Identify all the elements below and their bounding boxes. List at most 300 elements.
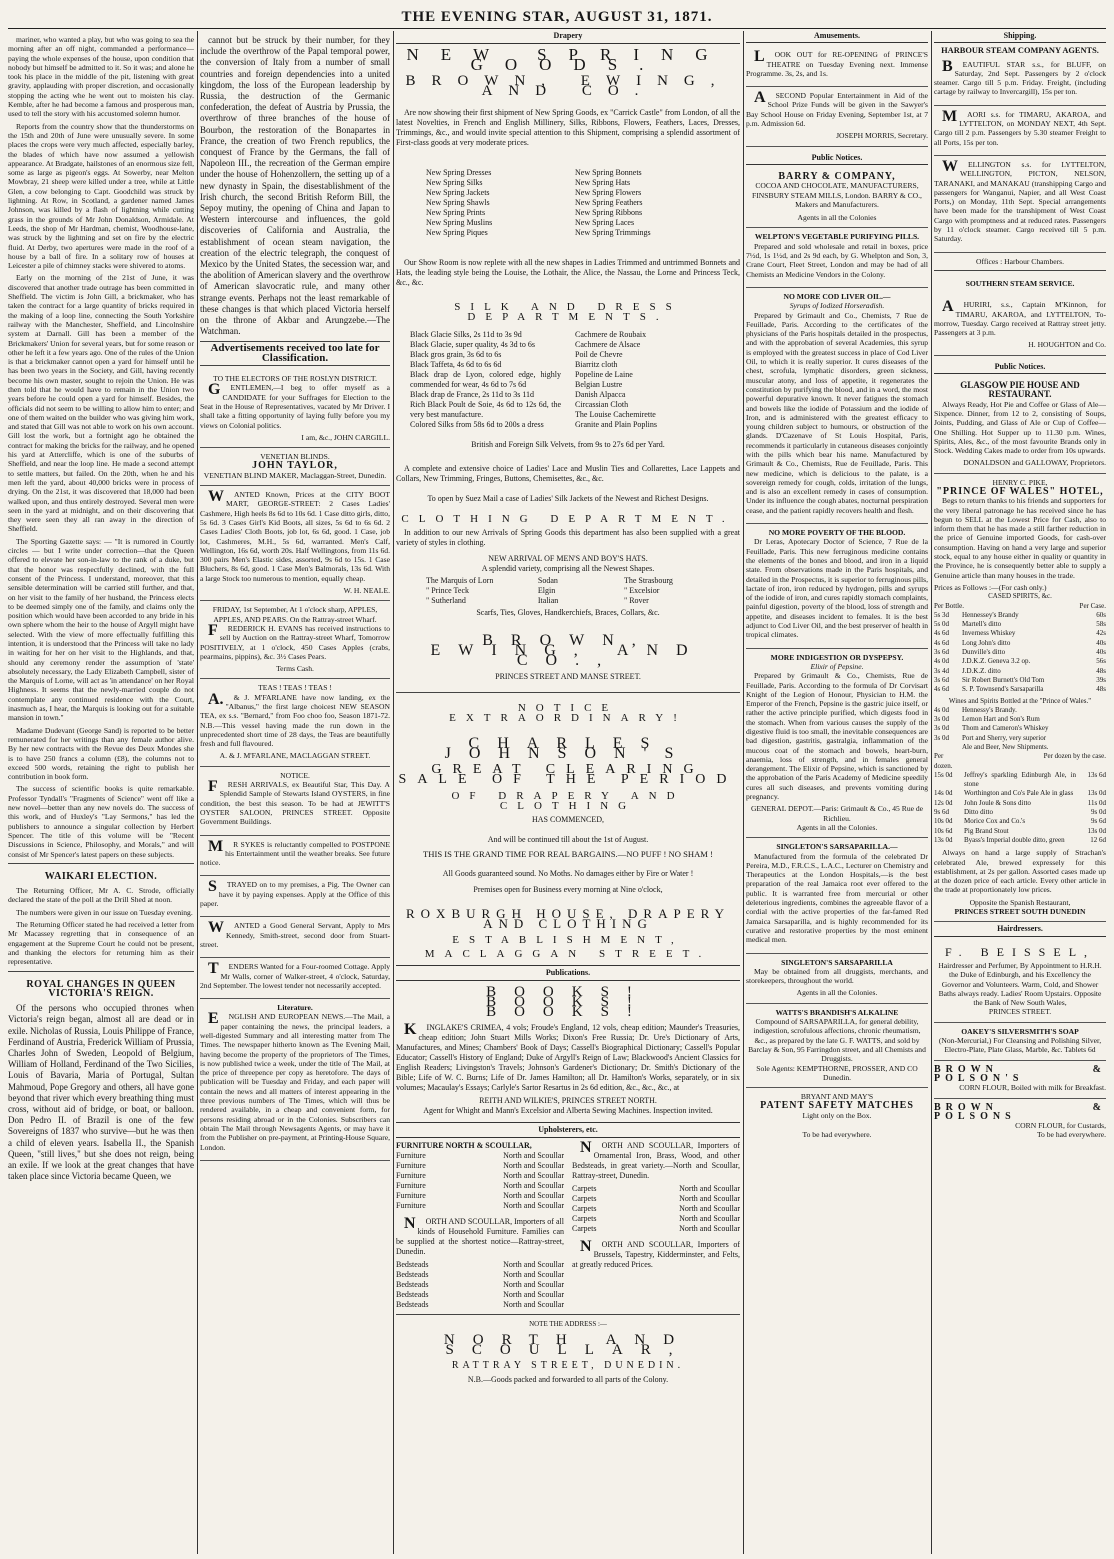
list-item: Rich Black Poult de Soie, 4s 6d to 12s 6d, the very best manufacture.: [410, 400, 561, 419]
advertisement: [200, 448, 390, 486]
table-cell: Ale and Beer, New Shipments.: [962, 743, 1049, 751]
ad-title: HARBOUR STEAM COMPANY AGENTS.: [941, 46, 1099, 56]
table-cell: 58s: [1096, 620, 1106, 629]
advertisement: [746, 46, 928, 87]
ad-address: PRINCES STREET SOUTH DUNEDIN: [954, 907, 1086, 917]
table-cell: 3s 0d: [934, 724, 949, 733]
ad-body: BEAUTIFUL STAR s.s., for BLUFF, on Saturday, 2nd Sept. Passengers by 2 o'clock steamer. Cargo till 5 p.m. Friday. Freight, (including cartage by railway to Invercargill), 15s per ton.: [934, 57, 1106, 97]
section-heading: Amusements.: [746, 29, 928, 43]
list-item: Furniture North and Scoullar: [396, 1171, 564, 1180]
section-heading: Publications.: [396, 965, 740, 981]
table-row: [934, 836, 1106, 845]
ad-title: GLASGOW PIE HOUSE AND RESTAURANT.: [960, 380, 1080, 400]
ad-line: NOTE THE ADDRESS :—: [529, 1320, 607, 1328]
section-heading: Upholsterers, etc.: [396, 1122, 740, 1138]
table-row: [934, 667, 1106, 676]
article-paragraph: Of the persons who occupied thrones when Victoria's reign began, almost all are dead or in exile. Nicholas of Russia, Louis Philippe of France, Ferdinand of Austria, Frederick William of Prussia, Charles John of Sweden, Leopold of Belgium, William of Holland, Ferdinand of the Two Sicilies, Louis of Bavaria, Maria of Portugal, Sultan Mahmoud, Pope Gregory and others, all have gone beyond that river which every breathing thing must cross, without aid of bridge, or boat, or balloon. Don Pedro II. of Brazil is one of the few Sovereigns of 1837 who survive—but he was then a child of eleven years. Isabella II., the Spanish Queen, "still lives," but she does not reign, being an exile. If we look at the great changes that have taken place since Victoria became Queen, we: [8, 1003, 194, 1182]
ad-title: CHARLES JOHNSON'S: [444, 735, 692, 762]
list-item: The Louise Cachemirette: [575, 410, 656, 419]
list-item: New Spring Laces: [575, 218, 635, 227]
table-cell: 56s: [1096, 657, 1106, 666]
table-cell: 13s 0d: [1087, 789, 1106, 798]
table-row: [934, 706, 1106, 715]
table-row: [934, 808, 1106, 817]
ad-signature: H. HOUGHTON and Co.: [1028, 340, 1106, 350]
ad-body: MR SYKES is reluctantly compelled to POSTPONE his Entertainment until the weather breaks. See future notice.: [200, 837, 390, 868]
ad-line: Agents in all the Colonies: [797, 213, 877, 223]
table-cell: 48s: [1096, 685, 1106, 694]
table-cell: 13s 6d: [1087, 770, 1106, 779]
advertisement: [200, 370, 390, 448]
ad-signature: DONALDSON and GALLOWAY, Proprietors.: [963, 458, 1106, 468]
column-4: [746, 29, 928, 1554]
table-cell: Hennessy's Brandy.: [962, 705, 1017, 714]
section-heading: Public Notices.: [934, 360, 1106, 374]
ad-line: N.B.—Goods packed and forwarded to all parts of the Colony.: [467, 1375, 669, 1384]
column-2: [200, 29, 390, 1554]
table-row: [934, 771, 1106, 790]
ad-title: BOOKS! BOOKS! BOOKS!: [486, 984, 650, 1020]
table-cell: The Marquis of Lorn: [426, 576, 494, 585]
table-cell: Dunville's ditto: [962, 648, 1006, 657]
ad-body: Begs to return thanks to his friends and supporters for the very liberal patronage he has received since he has begun to SELL at the Lowest Price for Cash, also to inform them that he has made a still farther reduction in the price of Genuine imported Goods, for cash-over consumption. Having on hand a very large and superior stock, equal to any house either in quality or quantity in the Province, he is consequently better able to supply a Genuine article than many houses in the trade.: [934, 496, 1106, 580]
list-item: Cachmere de Roubaix: [575, 330, 647, 339]
table-row: [934, 639, 1106, 648]
ad-body: KINGLAKE'S CRIMEA, 4 vols; Froude's England, 12 vols, cheap edition; Maunder's Treasuries, cheap edition; John Stuart Mills Works; Dixon's Free Russia; Dr. Ure's Dictionary of Arts, Manufactures, and Mines; Chambers' Book of Days; Cassell's Biographical Dictionary; Cassell's Popular Educator; Cassell's History of England; Duke of Argyll's Reign of Law; Blackwood's Ancient Classics for English Readers; Livingston's Travels; Johnson's Gardener's Dictionary; Dr. Smith's Dictionary of the Bible; Life of W. C. Burns; Life of Dr. James Hamilton; all Dr. Hamilton's Works, separately, or in six volumes; Macaulay's Essays; Carlyle's Sartor Resartus in 2s 6d edition, &c., &c., &c., at: [396, 1021, 740, 1092]
advertisement: [934, 377, 1106, 474]
list-item: Cachmere de Alsace: [575, 340, 641, 349]
table-row: [934, 743, 1106, 752]
ad-subtitle: OF DRAPERY AND CLOTHING: [451, 790, 685, 812]
advertisement: [200, 917, 390, 958]
article-heading: WAIKARI ELECTION.: [44, 870, 158, 882]
ad-signature: W. H. NEALE.: [343, 586, 390, 596]
spirits-table: [934, 611, 1106, 695]
table-cell: Martell's ditto: [962, 620, 1002, 629]
advertisement: [746, 288, 928, 524]
ad-line: GENERAL DEPOT.—Paris: Grimault & Co., 45 Rue de Richlieu.: [750, 804, 924, 823]
list-item: New Spring Flowers: [575, 188, 642, 197]
table-cell: 13s 0d: [1087, 826, 1106, 835]
ad-title: BRYANT AND MAY'S: [800, 1092, 874, 1102]
columns: [8, 29, 1106, 1554]
table-cell: Jeffrey's sparkling Edinburgh Ale, in stone: [964, 770, 1076, 789]
article-paragraph: Madame Dudevant (George Sand) is reported to be better remunerated for her writings than any female author alive. By her new contracts with the Revue des Deux Mondes she is to have 250 francs a column (£8), the columns not to exceed 500 words, retaining the right to publish her contribution in book form.: [8, 725, 194, 782]
ad-line: To be had everywhere.: [1036, 1130, 1106, 1140]
table-cell: Pig Brand Stout: [964, 826, 1009, 835]
list-item: Black Taffeta, 4s 6d to 6s 6d: [410, 360, 502, 369]
ad-title: NOTICE EXTRAORDINARY!: [449, 702, 687, 724]
list-item: Colored Silks from 58s 6d to 200s a dress: [410, 420, 544, 429]
advertisement: [200, 601, 390, 679]
table-cell: Thom and Cameron's Whiskey: [962, 724, 1049, 733]
ad-line: THIS IS THE GRAND TIME FOR REAL BARGAINS.—NO PUFF ! NO SHAM !: [423, 849, 713, 859]
ad-body: ENGLISH AND EUROPEAN NEWS.—The Mail, a paper containing the news, the principal leaders, a well-digested Summary and all interesting matter from The Times. The newspaper hitherto known as The Evening Mail, having become the property of the proprietors of The Times, is now published twice a week, under the title of The Mail, at the price of threepence per copy as heretofore. The days of publication will be Tuesday and Friday, and each paper will contain the news and all matters of interest appearing in the three previous numbers of The Times, which will thus be rendered available, in a cheap and convenient form, for persons residing abroad or in the Colonies. Subscribers can obtain The Mail through Newsagents Agents, or may have it from the Publisher on pre-payment, at Printing-House Square, London.: [200, 1010, 390, 1152]
table-cell: Ditto ditto: [964, 808, 993, 817]
ad-title: JOHN TAYLOR,: [252, 460, 338, 472]
table-cell: 3s 4d: [934, 666, 949, 675]
list-item: New Spring Muslins: [426, 218, 493, 227]
advertisement: [200, 836, 390, 877]
advertisement: [934, 296, 1106, 355]
column-rule: [743, 31, 744, 1554]
table-cell: 3s 0d: [934, 733, 949, 742]
article-paragraph: The numbers were given in our issue on Tuesday evening.: [16, 907, 193, 917]
table-cell: 11s 0d: [1087, 798, 1106, 807]
table-cell: 60s: [1096, 610, 1106, 619]
table-cell: Morice Cox and Co.'s: [964, 817, 1026, 826]
ad-title: OAKEY'S SILVERSMITH'S SOAP: [961, 1026, 1079, 1036]
ad-title: BROWN, EWING, AND CO.,: [430, 632, 706, 669]
list-item: New Spring Bonnets: [575, 168, 642, 177]
table-cell: 12s 0d: [934, 798, 953, 807]
ad-body: ASECOND Popular Entertainment in Aid of the School Prize Funds will be given in the Sawyer's Bay School House on Friday Evening, September 1st, at 7 p.m. Admission 6d.: [746, 89, 928, 129]
table-cell: 5s 3d: [934, 610, 949, 619]
advertisement: [934, 940, 1106, 1023]
ad-subtitle: Elixir of Pepsine.: [810, 661, 864, 671]
list-item: New Spring Prints: [426, 208, 486, 217]
ad-body: VENETIAN BLIND MAKER, Maclaggan-Street, Dunedin.: [203, 470, 387, 480]
ad-subtitle: MACLAGGAN STREET.: [424, 948, 712, 960]
table-cell: 40s: [1096, 648, 1106, 657]
advertisement: [200, 999, 390, 1161]
ad-body: Are now showing their first shipment of New Spring Goods, ex "Carrick Castle" from London, of all the latest Novelties, in French and English Millinery, Silks, Ribbons, Flowers, Feathers, Laces, Dresses, Trimmings, &c., and would invite special attention to this Shipment, comprising a splendid assortment of First-class goods at very moderate prices.: [396, 108, 740, 147]
ad-body: WANTED a Good General Servant, Apply to Mrs Kennedy, Smith-street, second door from Stuart-street.: [200, 919, 390, 949]
table-row: [934, 817, 1106, 826]
ad-title: WELPTON'S VEGETABLE PURIFYING PILLS.: [754, 232, 920, 242]
article-paragraph: mariner, who wanted a play, but who was going to sea the morning after an off night, commanded a performance—paying the whole expenses of the house, upon condition that nobody but himself be admitted to it. So it was; and alone he took his place in the middle of the pit, listening with great gravity, applauding with proper discretion, and occasionally stopping the acting whe he went out to moisten his clay. Kemble, after he had become a famous and prosperous man, used to tell the story with his accustomed solemn humor.: [8, 35, 194, 119]
ad-body: Manufactured from the formula of the celebrated Dr Pereira, M.D., F.R.C.S., L.A.C., Lecturer on Chemistry and Therapeutics at the London Hospitals,—is the best preparation of the real Jamaica root ever offered to the public. It is warranted free from mercurial or other deleterious ingredients, combines the agreeable flavor of a cordial with the active properties of the far-famed Red Jamaica Sarsaparilla, and is highly recommended for its curative and restorative properties by the most eminent medical men.: [746, 851, 928, 945]
list-item: New Spring Jackets: [426, 188, 490, 197]
list-item: New Spring Ribbons: [575, 208, 643, 217]
list-item: Belgian Lustre: [575, 380, 623, 389]
ad-line: Offices : Harbour Chambers.: [975, 256, 1064, 266]
list-item: Granite and Plain Poplins: [575, 420, 657, 429]
table-row: [934, 685, 1106, 694]
ad-title: BARRY & COMPANY,: [778, 170, 896, 182]
table-cell: " Prince Teck: [426, 586, 469, 595]
list-item: Bedsteads North and Scoullar: [396, 1290, 564, 1299]
table-cell: Lemon Hart and Son's Rum: [962, 715, 1040, 724]
list-item: Popeline de Laine: [575, 370, 633, 379]
ad-body: MAORI s.s. for TIMARU, AKAROA, and LYTTELTON, on MONDAY NEXT, 4th Sept. Cargo till 2 p.m. Passengers by 5.30 steamer Freight to all Ports, 15s per ton.: [934, 107, 1106, 147]
advertisement: [934, 1099, 1106, 1145]
list-item: New Spring Feathers: [575, 198, 643, 207]
ad-heading: Literature.: [277, 1003, 313, 1013]
table-row: [934, 657, 1106, 666]
column-rule: [931, 31, 932, 1554]
hats-table: [426, 576, 710, 606]
ad-title: SINGLETON'S SARSAPARILLA.—: [776, 842, 898, 852]
advertisement: [746, 228, 928, 287]
ad-title: HENRY C. PIKE,: [992, 477, 1048, 487]
ad-title: CLOTHING DEPARTMENT.: [401, 513, 735, 525]
table-row: [934, 648, 1106, 657]
column-1: [8, 29, 194, 1554]
column-rule: [393, 31, 394, 1554]
table-cell: 12 6d: [1090, 835, 1106, 844]
advertisement: [200, 958, 390, 999]
ad-body: FREDERICK H. EVANS has received instructions to sell by Auction on the Rattray-street Wharf, Tomorrow POSITIVELY, at 1 o'clock, 450 Cases Apples (crabs, pearmains, pippins), &c. 3½ Cases Pears.: [200, 621, 390, 661]
advertisement: [934, 156, 1106, 253]
list-item: Furniture North and Scoullar: [396, 1181, 564, 1190]
ad-body: Always Ready, Hot Pie and Coffee or Glass of Ale—Sixpence. Dinner, from 12 to 2, consisting of Soups, Joints, Pudding, and Glass of Ale or Cup of Coffee—One Shilling. Hot Supper up to 11.30 p.m. Wines, Spirits, Ales, &c., of the most favourite Brands only in Stock. Wedding Cakes made to order from 10s upwards.: [934, 399, 1106, 456]
table-cell: 48s: [1096, 666, 1106, 675]
ad-subtitle: ESTABLISHMENT,: [452, 934, 684, 946]
list-item: Bedsteads North and Scoullar: [396, 1260, 564, 1269]
article-paragraph: The success of scientific books is quite remarkable. Professor Tyndall's "Fragments of Science" went off like a new novel—better than any new novels do. The success of this work, and of Huxley's "Lay Sermons," has led the publishers to announce a singular collection by Herbert Spencer. The title of this volume will be "Recent Discussions in Science, Philosophy, and Morals," and will consist of Mr Spencer's latest papers on these subjects.: [8, 784, 194, 859]
ad-line: Opposite the Spanish Restaurant,: [969, 897, 1071, 907]
ad-title: NEW SPRING GOODS.: [406, 45, 730, 74]
section-heading: Drapery: [396, 29, 740, 44]
table-cell: J.D.K.Z. ditto: [962, 666, 1001, 675]
ad-body: A complete and extensive choice of Ladies' Lace and Muslin Ties and Collarettes, Lace Lappets and Collars, New Trimming, Fringes, Buttons, Chemisettes, &c., &c.: [396, 464, 740, 483]
ad-body: Dr Leras, Apotecary Doctor of Science, 7 Rue de la Feuillade, Paris. This new ferruginous medicine contains the elements of the bones and blood, and iron in a liquid state. From observations made in the Paris hospitals, and detailed in the Prospectus, it is superior to ferruginous pills, lactate of iron, iron reduced by hydrogen, pills and syrups of the iodide of iron, and cures rapidly stomach complaints, painful digestion, poverty of the blood, loss of strength and appetite, and diseases incident to females. It is the best adjunct to Cod Liver Oil, and the best preserver of health in tropical climates.: [746, 537, 928, 640]
advertisement: [934, 1023, 1106, 1061]
table-cell: 9s 6d: [934, 808, 949, 817]
ad-body: A.& J. M'FARLANE have now landing, ex the "Albanus," the first large choicest NEW SEASON TEA, ex s.s. "Bernard," from Foo choo foo, Season 1871-72. N.B.—This vessel having made the run down in the unprecedented short time of 28 days, the Teas are beautifully fresh and full flavoured.: [200, 690, 390, 749]
table-cell: Sir Robert Burnett's Old Tom: [962, 675, 1045, 684]
advertisement: [746, 649, 928, 839]
ad-body: NORTH AND SCOULLAR, Importers of all kinds of Household Furniture. Families can be supplied at the shortest notice—Rattray-street, Dunedin.: [396, 1215, 564, 1256]
ad-subtitle: NEW ARRIVAL OF MEN'S AND BOY'S HATS.: [488, 554, 648, 563]
column-rule: [197, 31, 198, 1554]
list-item: Carpets North and Scoullar: [572, 1184, 740, 1193]
article-paragraph: Early on the morning of the 21st of June, it was discovered that another trade outrage has been committed in Sheffield. The victim is John Gill, a brickmaker, who has taken the contract for a large quantity of bricks required in the making of a loop line, connecting the South Yorkshire railway with the Manchester, Sheffield, and Lincolnshire system at Darnall. Gill has been a member of the Brickmakers' Union for several years, but for some reason or other he left it a few years ago. One of the rules of the Union is that a brickmaker cannot open a yard for himself until he has been two years in the Society, and Gill, having recently become his own master, sought to rejoin the Union. He was then told that he would have to remain in the Union two years before he could open a yard for himself. Besides, the officials did not seem to be willing to allow him to enter; and one of them waited on the builder who was giving him work, and stated that Gill was not able to work on his own account. Gill lost the work, but a fortnight ago he obtained the contract for making the bricks for the railway, and he opened his yard at Attercliffe, which is one of the suburbs of Sheffield, and near the loop line. He made a second attempt to settle matters, but failed. On the 20th, when he and his men left the yard, about 40,000 bricks were in process of drying. On the 21st, it was discovered that 18,000 had been walked upon, and thus entirely destroyed. Several men were seen in the yard at midnight, and on their discovering that they were seen they all ran away in the direction of Sheffield.: [8, 273, 194, 534]
table-cell: 9s 0d: [1091, 808, 1106, 817]
ad-body: WANTED Known, Prices at the CITY BOOT MART, GEORGE-STREET: 2 Cases Ladies' Cashmere, High heels 8s 6d to 10s 6d. 1 Case ditto girls, ditto, 5s 6d. 3 Cases Girl's Kid Boots, all sizes, 5s 6d to 6s 6d. 2 Cases Ladies' Cloth Boots, job lot, 6s 6d, good. 1 Case, job lot, Cashmeres, M.H., 5s 6d, warranted. Men's Calf, Wellington, 16s 6d, worth 20s. Half Wellingtons, from 11s 6d. 300 pairs Men's Elastic sides, assorted, 9s 6d to 15s. 1 Case Bluchers, 8s 6d, good. 1 Case Men's Balmorals, 13s 6d. With a large Stock too numerous to mention, equally cheap.: [200, 488, 390, 583]
list-item: New Spring Hats: [575, 178, 631, 187]
table-cell: 14s 0d: [934, 789, 953, 798]
table-row: [934, 799, 1106, 808]
article-paragraph: The Returning Officer stated he had received a letter from Mr Macassey regretting that in consequence of an engagement at the Supreme Court he could not be present, and thanking the electors for returning him as their representative.: [8, 920, 194, 967]
table-cell: Byass's Imperial double ditto, green: [964, 835, 1065, 844]
table-cell: 4s 6d: [934, 638, 949, 647]
table-cell: 13s 0d: [934, 835, 953, 844]
list-item: Black Glacie, super quality, 4s 3d to 6s: [410, 340, 536, 349]
list-item: Black gros grain, 3s 6d to 6s: [410, 350, 502, 359]
section-heading: Hairdressers.: [934, 922, 1106, 936]
list-item: Poil de Chevre: [575, 350, 623, 359]
table-cell: Worthington and Co's Pale Ale in glass: [964, 789, 1074, 798]
advertisement: [746, 168, 928, 228]
table-header: dozen.: [934, 761, 953, 770]
section-heading: Advertisements received too late for Classification.: [200, 341, 390, 366]
ad-signature: JOSEPH MORRIS, Secretary.: [836, 131, 928, 141]
list-item: Danish Alpacca: [575, 390, 626, 399]
table-cell: " Excelsior: [623, 586, 660, 595]
list-item: New Spring Piques: [426, 228, 488, 237]
ad-line: All Goods guaranteed sound. No Moths. No damages either by Fire or Water !: [442, 869, 694, 878]
article-heading: ROYAL CHANGES IN QUEEN VICTORIA'S REIGN.: [26, 978, 176, 999]
ad-subtitle: Syrups of Iodized Horseradish.: [789, 301, 885, 311]
list-item: New Spring Dresses: [426, 168, 492, 177]
ad-body: Our Show Room is now replete with all the new shapes in Ladies Trimmed and untrimmed Bonnets and Hats, the leading style being the Louise, the Lothair, the Alice, the Nassau, the Lorne and Princess Teck, &c., &c.: [396, 258, 740, 287]
table-cell: 10s 0d: [934, 817, 953, 826]
table-cell: 39s: [1096, 675, 1106, 684]
list-item: Black drap de Lyon, colored edge, highly commended for wear, 4s 6d to 7s 6d: [410, 370, 561, 389]
table-cell: 3s 0d: [934, 715, 949, 724]
advertisement: [934, 1061, 1106, 1099]
advertisement: [746, 954, 928, 1004]
table-header: Per Per dozen by the case.: [934, 752, 1106, 761]
list-item: Furniture North and Scoullar: [396, 1151, 564, 1160]
table-cell: 3s 6d: [934, 675, 949, 684]
ad-title: BROWN, EWING, AND CO.: [405, 73, 731, 99]
list-item: Furniture North and Scoullar: [396, 1161, 564, 1170]
list-item: Carpets North and Scoullar: [572, 1224, 740, 1233]
ad-title: GREAT CLEARING SALE OF THE PERIOD: [398, 762, 738, 787]
ad-body: Prepared by Grimault & Co., Chemists, Rue de Feuillade, Paris. According to the formula of Dr Corvisart Knight of the Legion of Honour, Physician to H.M. the Emperor of the French, Pepsine is the gastric juice itself, or rather the active principle purified, which digests food in the stomach. When from various causes the supply of the digestive fluid is too small, the inevitable consequences are bad digestion, gastritis, gastralgia, inflammation of the mucous coat of the stomach and bowels, heart-burn, anaemia, loss of strength, and in females general derangement. The Elixir of Pepsine, which is sanctioned by the approbation of the Paris Academy of Medicine speedily cures all such diseases, and prevents vomiting during pregnancy.: [746, 671, 928, 802]
ad-title: PATENT SAFETY MATCHES: [760, 1100, 914, 1112]
ad-title: SOUTHERN STEAM SERVICE.: [965, 278, 1075, 288]
ad-line: British and Foreign Silk Velvets, from 9s to 27s 6d per Yard.: [471, 440, 665, 449]
table-cell: 9s 6d: [1091, 817, 1106, 826]
ad-body: FRESH ARRIVALS, ex Beautiful Star, This Day. A Splendid Sample of Stewarts Island OYSTERS, in fine condition, the best this season. To be had at JEWITT'S OYSTER SALOON, PRINCES STREET. Opposite Government Buildings.: [200, 778, 390, 827]
masthead: THE EVENING STAR, AUGUST 31, 1871.: [8, 6, 1106, 29]
ad-line: To be had everywhere.: [802, 1129, 872, 1139]
table-cell: Hennessey's Brandy: [962, 610, 1019, 619]
ad-heading: NOTICE.: [280, 770, 310, 780]
ales-table: [934, 771, 1106, 845]
table-cell: Port and Sherry, very superior: [962, 733, 1047, 742]
table-cell: S. P. Townsend's Sarsaparilla: [962, 685, 1044, 694]
ad-body: Hairdresser and Perfumer, By Appointment to H.R.H. the Duke of Edinburgh, and his Excellency the Governor and Volunteers. Warm, Cold, and Shower Baths always ready. Ladies' Room Upstairs. Opposite the Bank of New South Wales,: [938, 960, 1102, 1008]
list-item: Black drap de France, 2s 11d to 3s 11d: [410, 390, 535, 399]
upholsterers-ads: [396, 1141, 740, 1310]
ad-line: Sole Agents: KEMPTHORNE, PROSSER, AND CO Dunedin.: [756, 1063, 918, 1082]
ad-body: CORN FLOUR, Boiled with milk for Breakfast.: [959, 1083, 1106, 1093]
ad-body: AHURIRI, s.s., Captain M'Kinnon, for TIMARU, AKAROA, and LYTTELTON, To-morrow, Tuesday. Cargo received at Rattray street jetty. Passengers at 3 p.m.: [934, 298, 1106, 338]
ad-title: BROWN & POLSONS: [934, 1101, 1106, 1122]
table-cell: 5s 0d: [934, 620, 949, 629]
ad-line: Agents in all the Colonies.: [796, 988, 878, 998]
ad-heading: VENETIAN BLINDS.: [260, 452, 330, 462]
table-cell: The Strasbourg: [623, 576, 673, 585]
ad-heading: TEAS ! TEAS ! TEAS !: [258, 683, 332, 693]
list-item: New Spring Silks: [426, 178, 483, 187]
list-item: Carpets North and Scoullar: [572, 1214, 740, 1223]
ad-title: NO MORE POVERTY OF THE BLOOD.: [768, 528, 906, 538]
ad-body: May be obtained from all druggists, merchants, and storekeepers, throughout the world.: [746, 966, 928, 986]
ad-address: RATTRAY STREET, DUNEDIN.: [451, 1360, 685, 1371]
ad-line: Premises open for Business every morning at Nine o'clock,: [473, 885, 663, 894]
table-row: [934, 789, 1106, 798]
ad-address: PRINCES STREET.: [988, 1007, 1052, 1017]
list-item: Furniture North and Scoullar: [396, 1201, 564, 1210]
advertisement: [746, 838, 928, 953]
ad-body: NORTH AND SCOULLAR, Importers of Ornamental Iron, Brass, Wood, and other Bedsteads, in great variety.—North and Scoullar, Rattray-street, Dunedin.: [572, 1139, 740, 1180]
ad-signature: I am, &c., JOHN CARGILL.: [301, 432, 390, 442]
list-item: Biarritz cloth: [575, 360, 618, 369]
list-item: New Spring Trimmings: [575, 228, 651, 237]
ad-signature: A. & J. M'FARLANE, MACLAGGAN STREET.: [219, 751, 371, 761]
column-3: [396, 29, 740, 1554]
ad-line: Agent for Whight and Mann's Excelsior and Alberta Sewing Machines. Inspection invited.: [423, 1106, 713, 1115]
section-heading: Shipping.: [934, 29, 1106, 43]
ad-address: PRINCES STREET AND MANSE STREET.: [495, 672, 641, 681]
advertisement: [934, 56, 1106, 106]
ad-body: NORTH AND SCOULLAR, Importers of Brussels, Tapestry, Kidderminster, and Felts, at greatly reduced Prices.: [572, 1238, 740, 1269]
list-item: Carpets North and Scoullar: [572, 1204, 740, 1213]
ad-title: F. BEISSEL,: [944, 944, 1096, 959]
advertisement: [746, 1088, 928, 1144]
table-header: Per Bottle. Per Case.: [934, 601, 1106, 610]
table-row: [934, 724, 1106, 733]
ad-body: Always on hand a large supply of Strachan's celebrated Ale, brewed expressely for this establishment, at 2s per gallon. Assorted cases made up at the dozen price of each article. Every other article in the trade at proportionately low prices.: [934, 848, 1106, 895]
ad-body: (Non-Mercurial,) For Cleansing and Polishing Silver, Electro-Plate, Plate Glass, Marble, &c. Tablets 6d: [938, 1036, 1102, 1055]
ad-line: Scarfs, Ties, Gloves, Handkerchiefs, Braces, Collars, &c.: [476, 608, 660, 617]
column-5: [934, 29, 1106, 1554]
ad-line: A splendid variety, comprising all the Newest Shapes.: [481, 564, 655, 573]
advertisement: [746, 524, 928, 649]
table-cell: 15s 0d: [934, 770, 953, 779]
advertisement: [746, 87, 928, 146]
ad-line: Light only on the Box.: [802, 1110, 872, 1120]
list-item: New Spring Shawls: [426, 198, 490, 207]
advertisement: [200, 679, 390, 766]
ad-line: HAS COMMENCED,: [531, 815, 604, 824]
ad-body: STRAYED on to my premises, a Pig. The Owner can have it by paying expenses. Apply at the Office of this paper.: [200, 878, 390, 909]
table-cell: 42s: [1096, 629, 1106, 638]
table-cell: 4s 6d: [934, 685, 949, 694]
ad-signature: Terms Cash.: [276, 664, 314, 674]
table-cell: 4s 0d: [934, 657, 949, 666]
ad-body: CORN FLOUR, for Custards,: [1015, 1121, 1106, 1131]
ad-body: WELLINGTON s.s. for LYTTELTON, WELLINGTON, PICTON, NELSON, TARANAKI, and MANAKAU (transhipping Cargo and passengers for Wanganui, Napier, and all West Coast Ports,) on Monday, 11th Sept. Special arrangements have been made for the transhipment of West Coast Cargo with promptness and at reduced rates. Passengers by 11 o'clock steamer. Cargo received till 5 p.m. Saturday.: [934, 157, 1106, 244]
ad-title: "PRINCE OF WALES" HOTEL,: [936, 485, 1104, 497]
ad-signature: REITH AND WILKIE'S, PRINCES STREET NORTH.: [479, 1096, 657, 1105]
table-cell: J.D.K.Z. Geneva 3.2 op.: [962, 657, 1031, 666]
table-row: [934, 715, 1106, 724]
ad-body: COCOA AND CHOCOLATE, MANUFACTURERS, FINSBURY STEAM MILLS, London. BARRY & CO., Makers and Manufacturers.: [752, 181, 922, 209]
ad-line: To open by Suez Mail a case of Ladies' Silk Jackets of the Newest and Richest Designs.: [427, 494, 709, 503]
ad-body: LOOK OUT for RE-OPENING of PRINCE'S THEATRE on Tuesday Evening next. Immense Programme. 3s, 2s, and 1s.: [746, 48, 928, 78]
table-cell: [934, 743, 962, 752]
ad-title: SINGLETON'S SARSAPARILLA: [781, 957, 893, 967]
article-paragraph: Reports from the country show that the thunderstorms on the 15th and 20th of June were unusually severe. In some places the crops were very much affected, especially barley, the blades of which have now assumed a yellowish appearance. At Bradgate, hailstones of an enormous size fell, some as large as pigeon's eggs. At Sowerby, near Melton Mowbray, 21 sheep were killed under a tree, while at Little Glen, a cow belonging to Capt. Goodchild was struck by lightning. At Row, in Scotland, a gardener named James Johnson, was killed by a flash of lightning while cutting grass in the grounds of Mr John Donaldson, Armidale. At Leeds, the shop of Mr Hardman, chemist, Woodhouse-lane, was struck by the lightning and set on fire by the electric fluid. At Derby, two apertures were made in the roof of a house by a ball of fire. In a solitary row of houses at Leicester a pile of chimney stacks were shivered to atoms.: [8, 121, 194, 271]
table-cell: 4s 0d: [934, 705, 949, 714]
ad-body: In addition to our new Arrivals of Spring Goods this department has also been supplied with a great variety of styles in clothing.: [396, 528, 740, 547]
ad-line: Prices as Follows :—(For cash only.): [934, 582, 1047, 592]
table-cell: Sodan: [537, 576, 558, 585]
section-heading: Public Notices.: [746, 151, 928, 165]
table-row: [934, 620, 1106, 629]
table-cell: 3s 6d: [934, 648, 949, 657]
advertisement: [200, 767, 390, 836]
list-item: Circassian Cloth: [575, 400, 629, 409]
table-cell: 40s: [1096, 638, 1106, 647]
ad-line: And will be continued till about the 1st of August.: [487, 835, 649, 844]
table-cell: Italian: [537, 596, 559, 605]
list-item: Carpets North and Scoullar: [572, 1194, 740, 1203]
list-item: Furniture North and Scoullar: [396, 1191, 564, 1200]
table-row: [934, 611, 1106, 620]
ad-heading: FRIDAY, 1st September, At 1 o'clock sharp, APPLES, APPLES, AND PEARS. On the Rattray-street Wharf.: [212, 605, 378, 624]
advertisement: [200, 486, 390, 601]
ad-title: WATTS'S BRANDISH'S ALKALINE: [775, 1007, 899, 1017]
table-cell: Inverness Whiskey: [962, 629, 1016, 638]
ad-title: FURNITURE NORTH & SCOULLAR,: [396, 1141, 532, 1150]
article-paragraph: The Sporting Gazette says: — "It is rumored in Courtly circles — but I write under correction—that the Queen offered to elevate her son-in-law to the rank of a duke, but that the honor was respectfully declined, with the full consent of the Princess. I understand, moreover, that this sensible determination will be carried still further, and that, on her visit to the family of her husband, the Princess elects to be deemed simply one of the family, and claims only the position which would have been accorded to any bride in his own sphere whom the heir to the house of Argyll might have selected. With the view of more effectually fulfilling this intention, it is understood that the Princess will take no lady in waiting for her on her visit to the Highlands, and that, should any ceremony render the assumption of 'state' absolutely necessary, the Lady Elizabeth Campbell, sister of the Marquis of Lorne, will act as 'in attendance' on her Royal Highness. It seems that the newly-married couple do not contemplate any continued residence with the Court, inasmuch as, I hear, the Marquis is looking out for a suitable mansion in town.": [8, 536, 194, 723]
list-item: Bedsteads North and Scoullar: [396, 1270, 564, 1279]
table-cell: 10s 6d: [934, 826, 953, 835]
article-paragraph: The Returning Officer, Mr A. C. Strode, officially declared the state of the poll at the Drill Shed at noon.: [8, 886, 194, 905]
table-row: [934, 734, 1106, 743]
ad-line: Wines and Spirits Bottled at the "Prince of Wales.": [948, 696, 1092, 705]
advertisement: [934, 106, 1106, 156]
ad-body: TENDERS Wanted for a Four-roomed Cottage. Apply Mr Walls, corner of Walker-street, 4 o'clock, Saturday, 2nd September. The lowest tender not necessarily accepted.: [200, 960, 390, 990]
